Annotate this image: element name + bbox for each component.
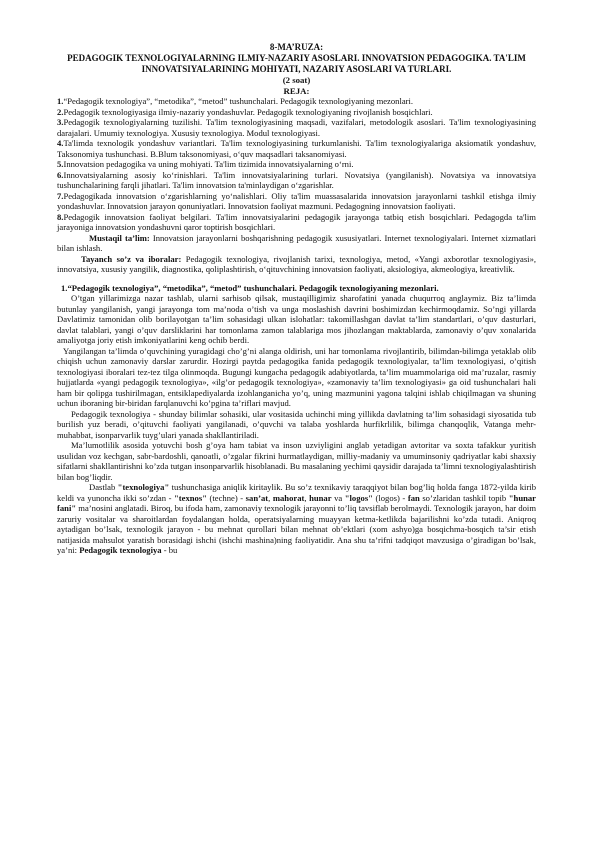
plan-item-text: Pedagogik innovatsion faoliyat belgilari. Ta'lim innovatsiyalarini pedagogik jarayonga tatbiq etish bosqichlari. Pedagogda ta'lim jarayoniga innovatsion yondashuvni qaror toptirish bosqichlari. <box>57 211 536 233</box>
lecture-title: PEDAGOGIK TEXNOLOGIYALARNING ILMIY-NAZARIY ASOSLARI. INNOVATSION PEDAGOGIKA. TA'LIM INNOVATSIYALARINING MOHIYATI, NAZARIY ASOSLARI VA TURLARI. <box>67 53 526 74</box>
plan-item-number: 7. <box>57 190 64 201</box>
body-paragraph: Ma’lumotlilik asosida yotuvchi bosh g’oya ham tabiat va inson uzviyligini anglab yetadigan avtoritar va soxta tafakkur yuritish usulidan voz kechgan, sabr-bardoshli, qanoatli, o’zgalar fikrini hurmatlaydigan, milliy-madaniy va umuminsoniy qadriyatlar kabi shaxsiy sifatlarni shakllantirishni ko’zda tutgan insonparvarlik hisoblanadi. Bu masalaning yechimi qaysidir darajada ta’limni texnologiyalashtirish bilan bog’liqdir. <box>57 440 536 482</box>
plan-item-text: Innovatsiyalarning asosiy ko‘rinishlari. Ta'lim innovatsiyalarining turlari. Novatsiya (yangilanish). Novatsiya va innovatsiya tushunchalarining farqli jihatlari. Ta'lim innovatsion ta'minlaydigan o‘zgarishlar. <box>57 169 536 191</box>
plan-list <box>57 96 536 233</box>
plan-item-number: 3. <box>57 117 64 128</box>
term-sanat: san’at <box>245 492 269 503</box>
body-paragraph: O’tgan yillarimizga nazar tashlab, ularni sarhisob qilsak, mustaqilligimiz sharofatini yanada chuqurroq anglaymiz. Biz ta’limda butunlay yangilanish, yangi jarayonga tom ma’noda o’tish va unga moslashish davrini boshimizdan kechirmoqdamiz. So’ngi yillarda Davlatimiz tamonidan olib borilayotgan ta’lim sohasidagi ulkan islohatlar: takomillashgan davlat ta’lim standartlari, o’quv dasturlari, davlat talablari, yangi o’quv darsliklarini har tomonlama zamon talablariga mos jihozlangan maktablarda, zamonaviy o’quv xonalarida amaliyotga joriy etish imkoniyatlarini keng ochib berdi. <box>57 293 536 346</box>
text-run: Dastlab <box>89 482 118 493</box>
plan-item-text: “Pedagogik texnologiya”, “metodika”, “metod” tushunchalari. Pedagogik texnologiyaning mezonlari. <box>63 96 414 107</box>
plan-item-number: 2. <box>57 106 64 117</box>
plan-item <box>57 191 536 212</box>
keywords-label: Tayanch so’z va iboralar: <box>81 253 182 264</box>
plan-label: REJA: <box>283 85 310 96</box>
lecture-hours: (2 soat) <box>282 75 311 85</box>
plan-item <box>57 138 536 159</box>
plan-item <box>57 107 536 118</box>
plan-item <box>57 212 536 233</box>
self-study-paragraph <box>57 233 536 254</box>
section-heading: 1.“Pedagogik texnologiya”, “metodika”, “metod” tushunchalari. Pedagogik texnologiyaning mezonlari. <box>61 282 439 293</box>
term-fan: fan <box>407 492 420 503</box>
plan-item <box>57 117 536 138</box>
term-texnos: "texnos" <box>174 492 207 503</box>
body-paragraph: Yangilangan ta’limda o’quvchining yuragidagi cho’g’ni alanga oldirish, uni har tomonlama rivojlantirib, bilimdan-bilimga yetaklab olib chiqish uchun zamonaviy darslar zarurdir. Hozirgi paytda pedagogika fanida pedagogik texnologiyalar, ta’lim texnologiyasi, o’qitish texnologiyasi iboralari tez-tez tilga olinmoqda. Bugungi kungacha pedagogik adabiyotlarda, ta’lim muammolariga oid ma’ruzalar, rasmiy hujjatlarda «yangi pedagogik texnologiya», «ilg’or pedagogik texnologiya», «zamonaviy ta’lim texnologiyasi» ga oid tushunchalari hali ham bir qolipga tushirilmagan, entsiklapediyalarda izohlanganicha yo’q, uning mazmunini yagona talqini ishlab chiqilmagan va shuning uchun iboraning bir-biridan farqlanuvchi ko’pgina ta’riflari mavjud. <box>57 345 536 409</box>
plan-item-text: Pedagogik texnologiyalarning tuzilishi. Ta'lim texnologiyasining maqsadi, vazifalari, metodologik asoslari. Ta'lim texnologiyasining darajalari. Umumiy texnologiya. Xususiy texnologiya. Modul texnologiyasi. <box>57 117 536 138</box>
plan-item-number: 5. <box>57 159 64 170</box>
plan-item-number: 1. <box>57 96 64 107</box>
plan-item-number: 6. <box>57 169 64 180</box>
text-run: tushunchasiga aniqlik kiritaylik. Bu so’z texnikaviy taraqqiyot bilan bog’liq holda fanga 1872-yilda kirib keldi va yunoncha ikki so’zdan - <box>57 482 536 503</box>
term-hunar-fani: "hunar fani" <box>57 492 537 514</box>
plan-item <box>57 170 536 191</box>
keywords-text: Pedagogik texnologiya, rivojlanish tarixi, texnologiya, metod, «Yangi axborotlar texnologiyasi», innovatsiya, xususiy yangilik, diagnostika, qoliplashtirish, o‘qituvchining innovatsion faoliyati, aksiologiya, akmeologiya, kreativlik. <box>57 253 537 275</box>
body-paragraph <box>57 482 536 556</box>
keywords-paragraph <box>57 254 536 275</box>
plan-item-number: 8. <box>57 211 64 222</box>
plan-item <box>57 159 536 170</box>
lecture-number: 8-MA’RUZA: <box>269 42 324 52</box>
plan-item-number: 4. <box>57 138 64 149</box>
plan-item-text: Pedagogik texnologiyasiga ilmiy-nazariy yondashuvlar. Pedagogik texnologiyaning rivojlanish bosqichlari. <box>63 106 433 117</box>
self-study-text: Innovatsion jarayonlarni boshqarishning pedagogik xususiyatlari. Internet texnologiyalari. Internet xizmatlari bilan ishlash. <box>57 232 536 254</box>
term-pedagogik-texnologiya: Pedagogik texnologiya <box>79 545 162 556</box>
term-mahorat: mahorat <box>272 492 305 503</box>
text-run: ma’nosini anglatadi. Biroq, bu ifoda ham, zamonaviy texnologik jarayonni to’liq tavsiflab berolmaydi. Texnologik jarayon, har doim zaruriy vositalar va sharoitlardan foydalangan holda, operatsiyalarning muayyan ketma-ketlikda bajarilishni ko’zda tutadi. Aniqroq aytadigan bo’lsak, texnologik jarayon - bu mehnat qurollari bilan mehnat ob’ektlari (xom ashyo)ga bosqichma-bosqich ta’sir etish natijasida mahsulot yaratish borasidagi ishchi (ishchi mashina)ning faoliyatidir. Ana shu ta’rifni tadqiqot mavzusiga o’giradigan bo’lsak, ya’ni: <box>57 503 536 556</box>
self-study-label: Mustaqil ta’lim: <box>89 232 150 243</box>
text-run: - bu <box>161 545 178 556</box>
plan-item-text: Innovatsion pedagogika va uning mohiyati. Ta'lim tizimida innovatsiyalarning o‘rni. <box>63 159 354 170</box>
text-run: (techne) - <box>206 492 246 503</box>
term-logos: "logos" <box>344 492 373 503</box>
body-paragraph: Pedagogik texnologiya - shunday bilimlar sohasiki, ular vositasida uchinchi ming yillikda davlatning ta’lim sohasidagi siyosatida tub burilish yuz beradi, o’qituvchi faoliyati yangilanadi, o’quvchi va talaba yoshlarda hurfikrlilik, bilimga chanqoqlik, Vatanga mehr-muhabbat, isonparvarlik tuyg’ulari yanada shakllantiriladi. <box>57 408 536 440</box>
text-run: , <box>304 492 310 503</box>
term-hunar: hunar <box>309 492 332 503</box>
text-run: , <box>268 492 273 503</box>
plan-item <box>57 96 536 107</box>
plan-item-text: Ta'limda texnologik yondashuv variantlari. Ta'lim texnologiyasining turkumlanishi. Ta'lim texnologiyalariga aksiomatik yondashuv, Taksonomiya tushunchasi. B.Blum taksonomiyasi, o‘quv maqsadlari taksanomiyasi. <box>57 138 536 159</box>
text-run: va <box>331 492 345 503</box>
text-run: so’zlaridan tashkil topib <box>419 492 509 503</box>
text-run: (logos) - <box>372 492 408 503</box>
plan-item-text: Pedagogikada innovatsion o‘zgarishlarning yo‘nalishlari. Oliy ta'lim muassasalarida innovatsion jarayonlarni tashkil etishga ilmiy yondashuvlar. Innovatsion jarayon qonuniyatlari. Innovatsion faoliyat mazmuni. Pedagogning innovatsion faoliyati. <box>57 190 536 212</box>
term-texnologiya: "texnologiya" <box>117 482 170 493</box>
